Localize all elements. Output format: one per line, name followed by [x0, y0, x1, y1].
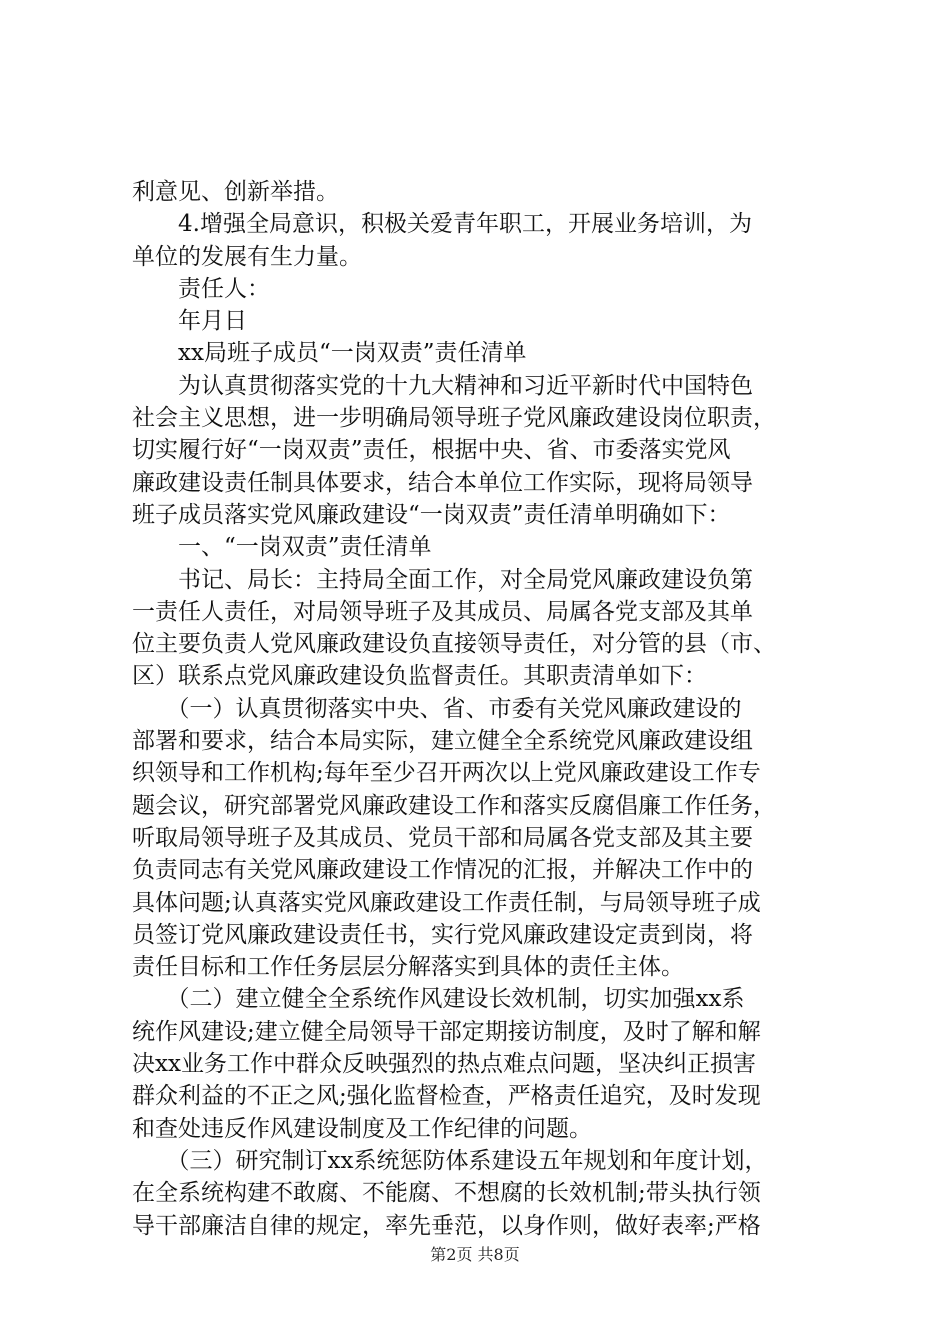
- document-body: [132, 176, 832, 1242]
- text-line: 责任人：: [132, 275, 270, 302]
- text-line: 部署和要求，结合本局实际，建立健全全系统党风廉政建设组: [132, 728, 753, 755]
- page-number-footer: 第2页 共8页: [430, 1245, 520, 1264]
- text-line: 一责任人责任，对局领导班子及其成员、局属各党支部及其单: [132, 598, 753, 625]
- text-line: 具体问题;认真落实党风廉政建设工作责任制，与局领导班子成: [132, 889, 761, 916]
- text-line: （一）认真贯彻落实中央、省、市委有关党风廉政建设的: [132, 695, 742, 722]
- text-line: 决xx业务工作中群众反映强烈的热点难点问题，坚决纠正损害: [132, 1051, 756, 1078]
- text-line: 一、“一岗双责”责任清单: [132, 534, 432, 561]
- text-line: 导干部廉洁自律的规定，率先垂范，以身作则，做好表率;严格: [132, 1212, 761, 1239]
- text-line: 织领导和工作机构;每年至少召开两次以上党风廉政建设工作专: [132, 760, 761, 787]
- text-line: 书记、局长：主持局全面工作，对全局党风廉政建设负第: [132, 566, 753, 593]
- text-line: 题会议，研究部署党风廉政建设工作和落实反腐倡廉工作任务，: [132, 792, 776, 819]
- text-line: 廉政建设责任制具体要求，结合本单位工作实际，现将局领导: [132, 469, 753, 496]
- text-line: 4.增强全局意识，积极关爱青年职工，开展业务培训，为: [132, 211, 752, 238]
- text-line: 听取局领导班子及其成员、党员干部和局属各党支部及其主要: [132, 824, 753, 851]
- text-line: xx局班子成员“一岗双责”责任清单: [132, 340, 527, 367]
- text-line: 单位的发展有生力量。: [132, 243, 362, 270]
- text-line: 在全系统构建不敢腐、不能腐、不想腐的长效机制;带头执行领: [132, 1180, 761, 1207]
- text-line: 利意见、创新举措。: [132, 179, 339, 205]
- text-line: （二）建立健全全系统作风建设长效机制，切实加强xx系: [132, 986, 745, 1013]
- text-line: 班子成员落实党风廉政建设“一岗双责”责任清单明确如下：: [132, 501, 731, 528]
- text-line: （三）研究制订xx系统惩防体系建设五年规划和年度计划，: [132, 1147, 768, 1174]
- text-line: 年月日: [132, 308, 247, 335]
- text-line: 位主要负责人党风廉政建设负直接领导责任，对分管的县（市、: [132, 631, 776, 658]
- text-line: 统作风建设;建立健全局领导干部定期接访制度，及时了解和解: [132, 1018, 761, 1045]
- text-line: 为认真贯彻落实党的十九大精神和习近平新时代中国特色: [132, 372, 753, 399]
- text-line: 群众利益的不正之风;强化监督检查，严格责任追究，及时发现: [132, 1083, 761, 1110]
- text-line: 员签订党风廉政建设责任书，实行党风廉政建设定责到岗，将: [132, 921, 753, 948]
- text-line: 区）联系点党风廉政建设负监督责任。其职责清单如下：: [132, 663, 707, 690]
- text-line: 切实履行好“一岗双责”责任，根据中央、省、市委落实党风: [132, 437, 731, 464]
- text-line: 责任目标和工作任务层层分解落实到具体的责任主体。: [132, 954, 684, 981]
- text-line: 社会主义思想，进一步明确局领导班子党风廉政建设岗位职责，: [132, 405, 776, 432]
- text-line: 和查处违反作风建设制度及工作纪律的问题。: [132, 1115, 592, 1142]
- text-line: 负责同志有关党风廉政建设工作情况的汇报，并解决工作中的: [132, 857, 753, 884]
